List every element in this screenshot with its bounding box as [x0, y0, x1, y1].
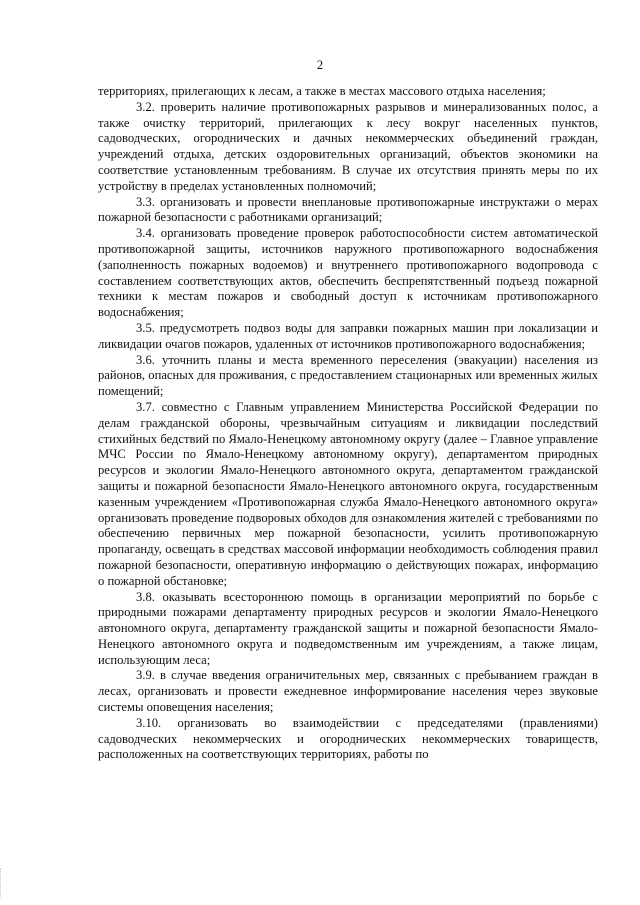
- scan-edge-mark: [0, 868, 4, 898]
- paragraph-3-10: 3.10. организовать во взаимодействии с председателями (правлениями) садоводческих некоммерческих и огороднических некоммерческих товариществ, расположенных на соответствующих территориях, работы по: [98, 715, 598, 762]
- paragraph-3-5: 3.5. предусмотреть подвоз воды для заправки пожарных машин при локализации и ликвидации очагов пожаров, удаленных от источников противопожарного водоснабжения;: [98, 320, 598, 351]
- paragraph-3-6: 3.6. уточнить планы и места временного переселения (эвакуации) населения из районов, опасных для проживания, с предоставлением стационарных или временных жилых помещений;: [98, 352, 598, 399]
- paragraph-3-7: 3.7. совместно с Главным управлением Министерства Российской Федерации по делам гражданской обороны, чрезвычайным ситуациям и ликвидации последствий стихийных бедствий по Ямало-Ненецкому автономному округу (далее – Главное управление МЧС России по Ямало-Ненецкому автономному округу), департаментом природных ресурсов и экологии Ямало-Ненецкого автономного округа, департаментом гражданской защиты и пожарной безопасности Ямало-Ненецкого автономного округа, государственным казенным учреждением «Противопожарная служба Ямало-Ненецкого автономного округа» организовать проведение подворовых обходов для ознакомления жителей с требованиями по обеспечению первичных мер пожарной безопасности, усилить противопожарную пропаганду, освещать в средствах массовой информации необходимость соблюдения правил пожарной безопасности, оперативную информацию о действующих пожарах, информацию о пожарной обстановке;: [98, 399, 598, 588]
- paragraph-3-8: 3.8. оказывать всестороннюю помощь в организации мероприятий по борьбе с природными пожарами департаменту природных ресурсов и экологии Ямало-Ненецкого автономного округа, департаменту гражданской защиты и пожарной безопасности Ямало-Ненецкого автономного округа и подведомственным им учреждениям, а также лицам, использующим леса;: [98, 589, 598, 667]
- paragraph-3-3: 3.3. организовать и провести внеплановые противопожарные инструктажи о мерах пожарной безопасности с работниками организаций;: [98, 194, 598, 225]
- paragraph-3-2: 3.2. проверить наличие противопожарных разрывов и минерализованных полос, а также очистку территорий, прилегающих к лесу вокруг населенных пунктов, садоводческих, огороднических и дачных некоммерческих объединений граждан, учреждений отдыха, детских оздоровительных организаций, объектов экономики на соответствие установленным требованиям. В случае их отсутствия принять меры по их устройству в пределах установленных полномочий;: [98, 99, 598, 193]
- paragraph-3-4: 3.4. организовать проведение проверок работоспособности систем автоматической противопожарной защиты, источников наружного противопожарного водоснабжения (заполненность пожарных водоемов) и внутреннего противопожарного водопровода с составлением соответствующих актов, обеспечить беспрепятственный подъезд пожарной техники к местам пожаров и свободный доступ к источникам противопожарного водоснабжения;: [98, 226, 598, 320]
- page-number: 2: [316, 58, 324, 72]
- paragraph: территориях, прилегающих к лесам, а также в местах массового отдыха населения;: [98, 84, 546, 98]
- paragraph-3-9: 3.9. в случае введения ограничительных мер, связанных с пребыванием граждан в лесах, организовать и провести ежедневное информирование населения через звуковые системы оповещения населения;: [98, 668, 598, 715]
- document-body: [98, 84, 598, 763]
